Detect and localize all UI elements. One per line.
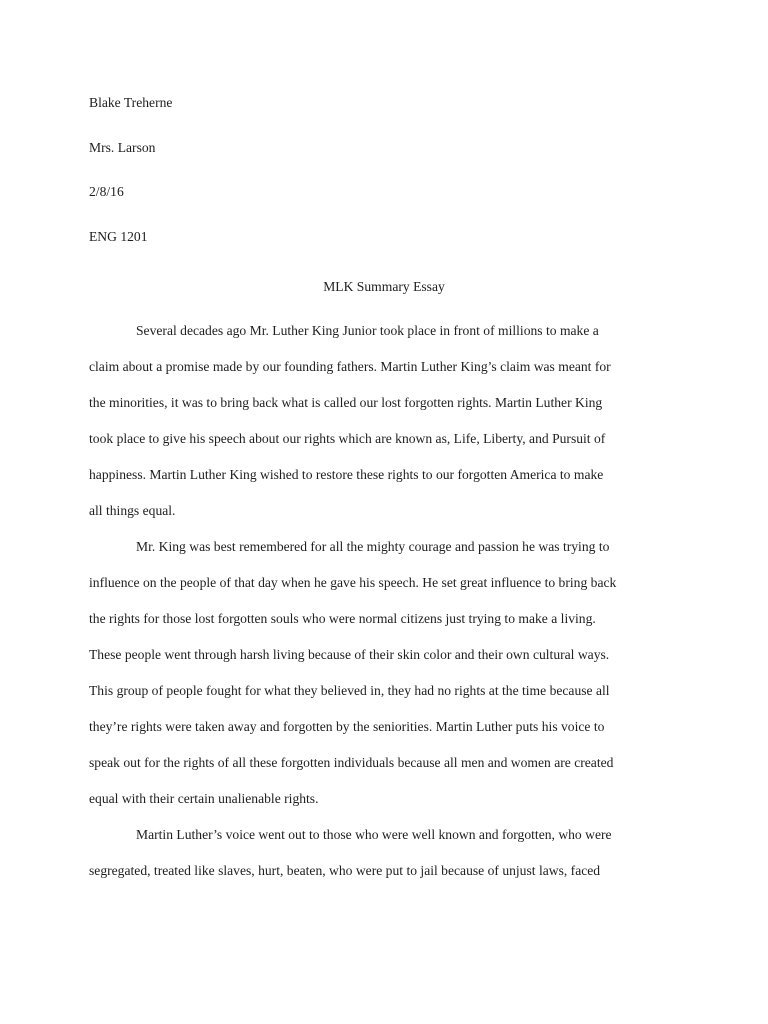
- paragraph-line: This group of people fought for what they believed in, they had no rights at the time because all: [89, 683, 610, 698]
- paragraph-line: equal with their certain unalienable rights.: [89, 791, 319, 806]
- instructor-name: Mrs. Larson: [89, 139, 156, 155]
- paragraph-line: the minorities, it was to bring back what is called our lost forgotten rights. Martin Luther King: [89, 395, 603, 410]
- course-code: ENG 1201: [89, 228, 148, 244]
- essay-body: [89, 320, 689, 896]
- paragraph-line: the rights for those lost forgotten souls who were normal citizens just trying to make a living.: [89, 611, 596, 626]
- paragraph-line: These people went through harsh living because of their skin color and their own cultural ways.: [89, 647, 610, 662]
- paragraph-line: took place to give his speech about our rights which are known as, Life, Liberty, and Pursuit of: [89, 431, 606, 446]
- paragraph-line: influence on the people of that day when he gave his speech. He set great influence to bring back: [89, 575, 617, 590]
- paragraph-line: segregated, treated like slaves, hurt, beaten, who were put to jail because of unjust laws, faced: [89, 863, 601, 878]
- essay-date: 2/8/16: [89, 184, 124, 199]
- paragraph-2: [89, 536, 689, 824]
- author-name: Blake Treherne: [89, 95, 173, 110]
- paragraph-line: speak out for the rights of all these forgotten individuals because all men and women are created: [89, 755, 614, 770]
- paragraph-line: all things equal.: [89, 503, 176, 518]
- paragraph-1: [89, 320, 689, 536]
- paragraph-line: happiness. Martin Luther King wished to restore these rights to our forgotten America to make: [89, 467, 604, 482]
- paragraph-line: Mr. King was best remembered for all the mighty courage and passion he was trying to: [136, 539, 610, 554]
- paragraph-line: Martin Luther’s voice went out to those who were well known and forgotten, who were: [136, 827, 612, 842]
- paragraph-line: Several decades ago Mr. Luther King Junior took place in front of millions to make a: [136, 323, 599, 338]
- paragraph-line: claim about a promise made by our founding fathers. Martin Luther King’s claim was meant for: [89, 359, 611, 374]
- essay-header: [89, 92, 689, 270]
- paragraph-line: they’re rights were taken away and forgotten by the seniorities. Martin Luther puts his voice to: [89, 719, 605, 734]
- paragraph-3: [89, 824, 689, 896]
- essay-title: MLK Summary Essay: [323, 279, 445, 294]
